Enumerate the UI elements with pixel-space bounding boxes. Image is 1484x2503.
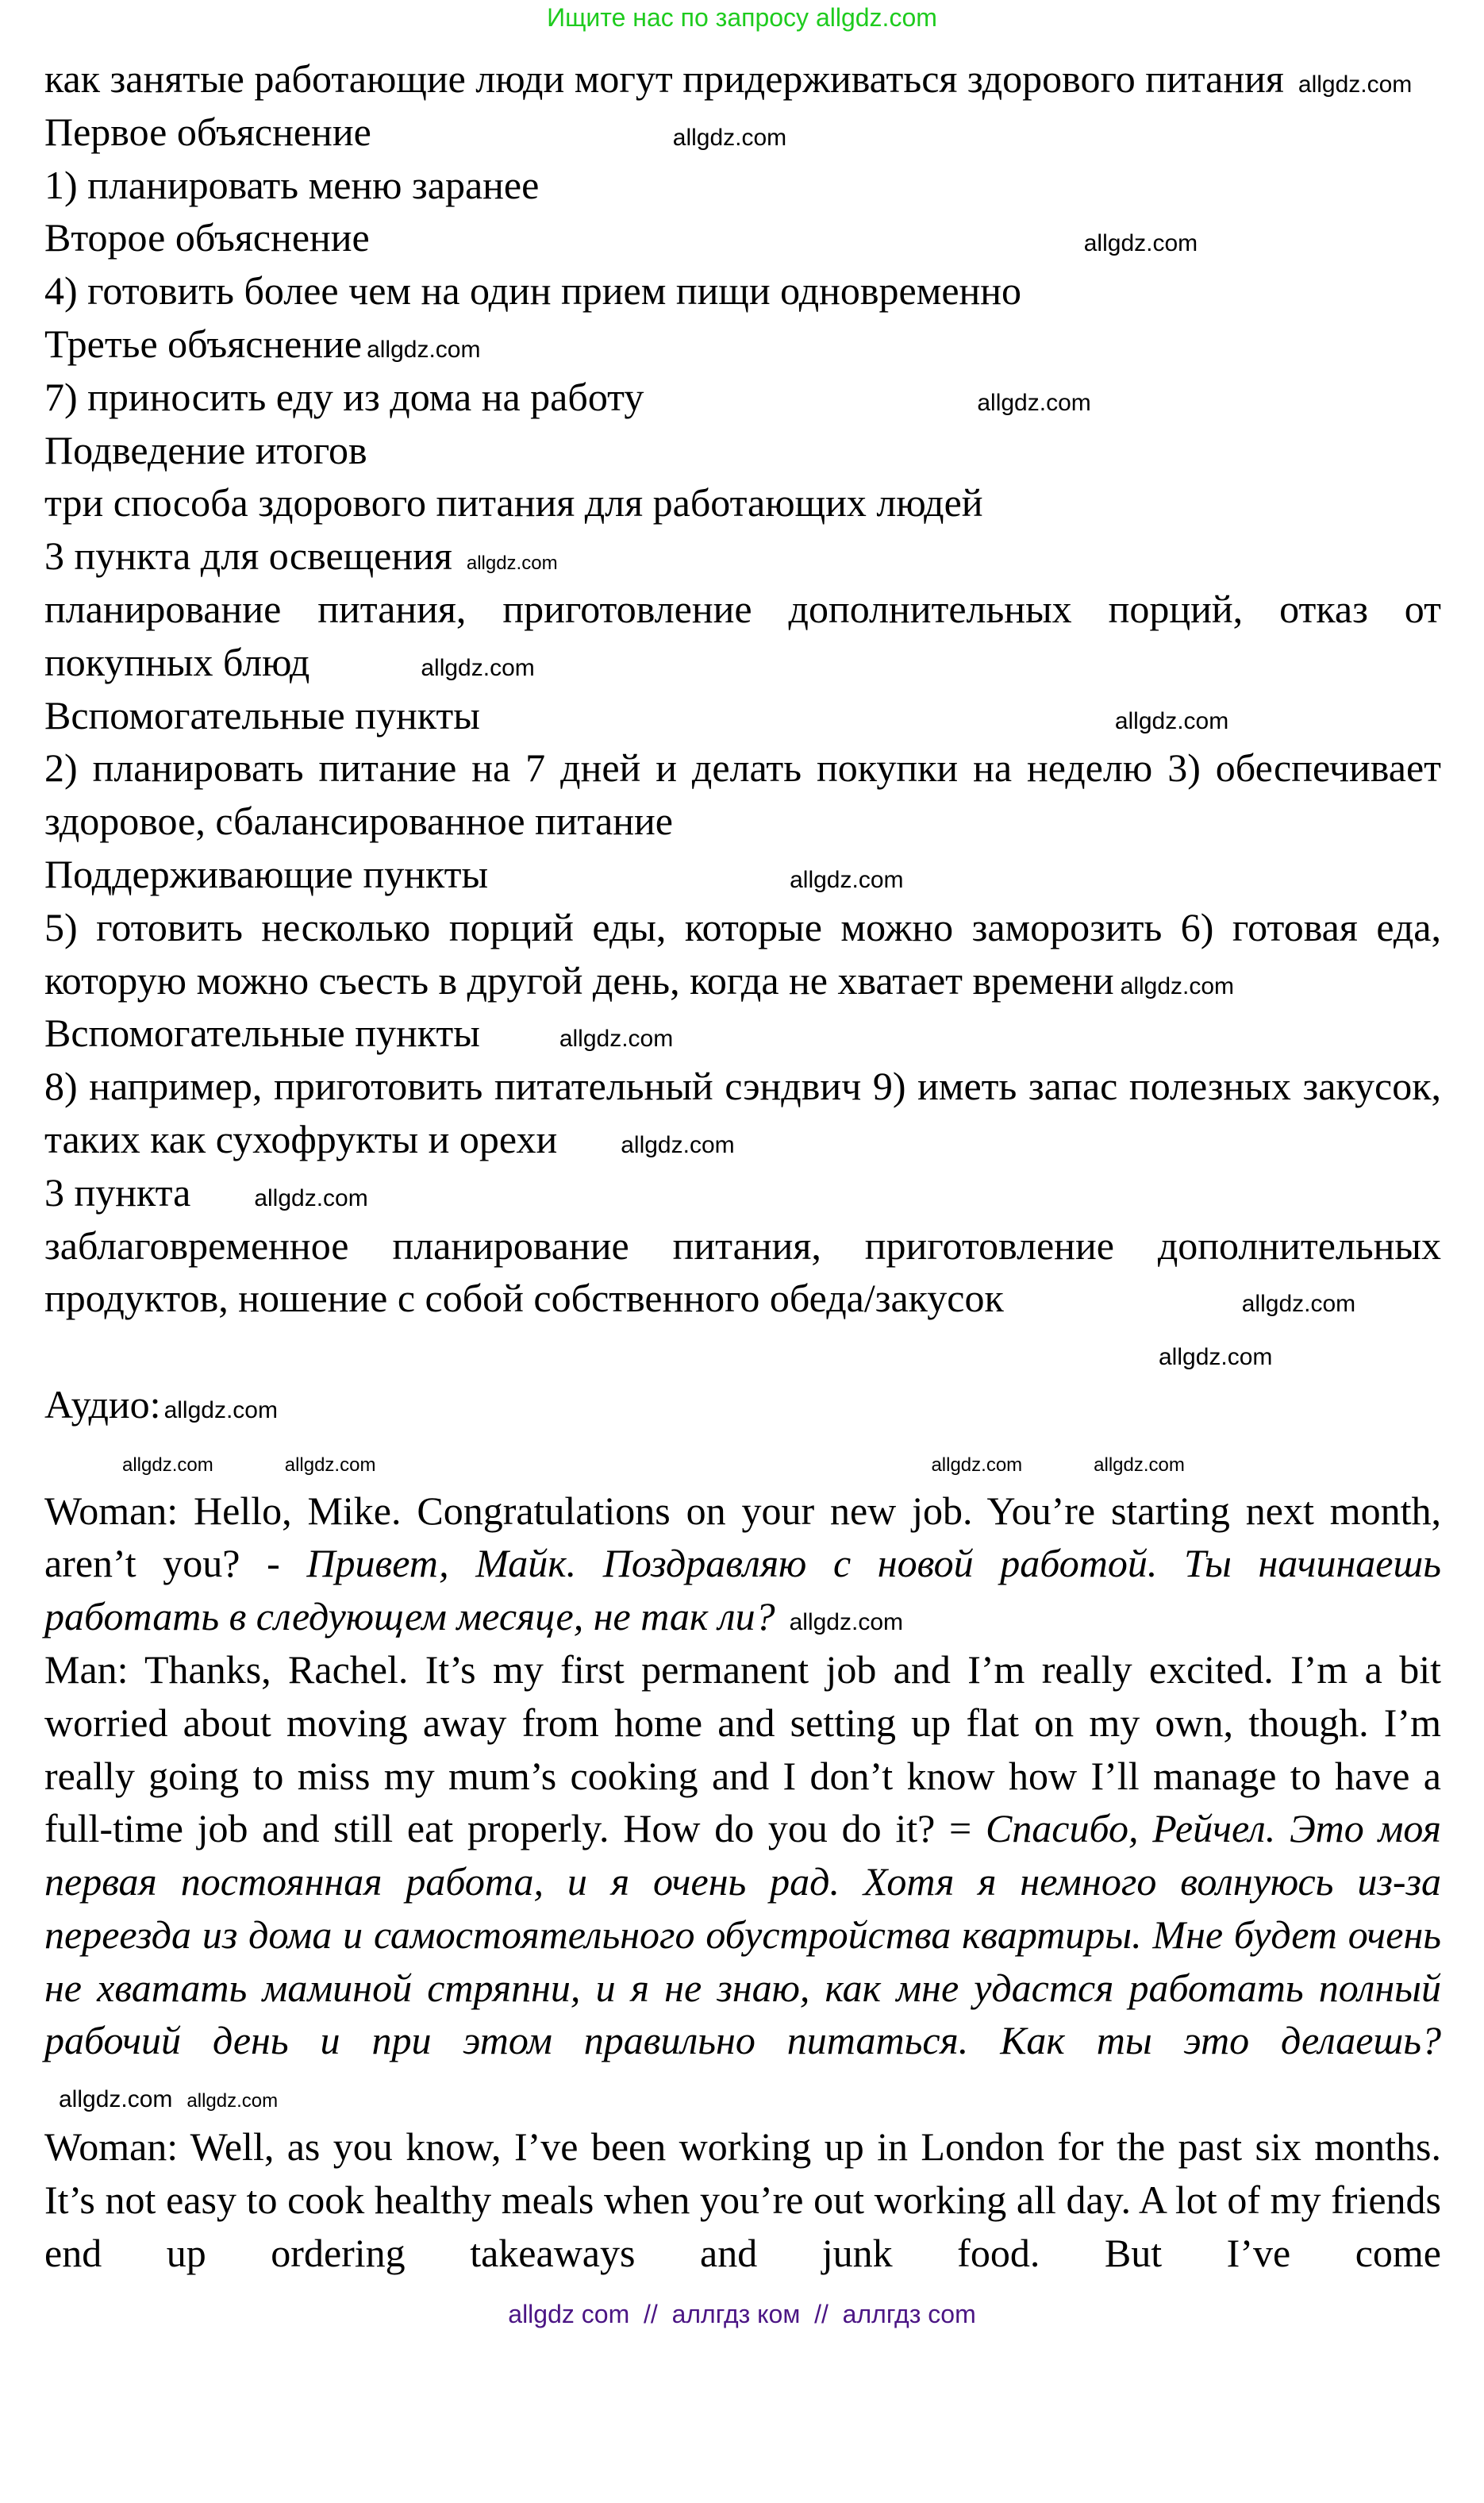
watermark: allgdz.com (790, 866, 904, 893)
audio-line (44, 1378, 1441, 1431)
outline-line (44, 159, 1441, 212)
outline-line (44, 211, 1441, 264)
outline-line (44, 52, 1441, 106)
spacer (44, 1325, 1441, 1378)
watermark: allgdz.com (672, 124, 787, 151)
watermark: allgdz.com (1083, 230, 1198, 257)
dialogue-en: Woman: Well, as you know, I’ve been working up in London for the past six months. It’s not easy to cook healthy meals when you’re out working all day. A lot of my friends end up ordering takeaways and junk food. But I’ve come (44, 2124, 1441, 2275)
watermark: allgdz.com (559, 1026, 674, 1053)
outline-line (44, 1219, 1441, 1326)
outline-line (44, 741, 1441, 848)
outline-line (44, 371, 1441, 424)
dialogue-line (44, 2120, 1441, 2279)
outline-text: 7) приносить еду из дома на работу (44, 374, 644, 419)
outline-line (44, 529, 1441, 583)
watermark: allgdz.com (466, 553, 558, 575)
outline-text: Поддерживающие пункты (44, 851, 489, 896)
outline-line (44, 1166, 1441, 1219)
search-banner: Ищите нас по запросу allgdz.com (547, 3, 937, 32)
outline-line (44, 318, 1441, 371)
watermark: allgdz.com (59, 2086, 173, 2113)
outline-text: планирование питания, приготовление дополнительных порций, отказ от покупных блюд (44, 586, 1441, 684)
dialogue-ru: Спасибо, Рейчел. Это моя первая постоянная работа, и я очень рад. Хотя я немного волнуюсь из-за переезда из дома и самостоятельного обустройства квартиры. Мне будет очень не хватать маминой стряпни, и я не знаю, как мне удастся работать полный рабочий день и при этом правильно питаться. Как ты это делаешь? (44, 1806, 1441, 2063)
outline-text: Второе объяснение (44, 215, 370, 260)
outline-text: Третье объяснение (44, 321, 363, 366)
watermark: allgdz.com (284, 1454, 376, 1476)
watermark: allgdz.com (1159, 1344, 1273, 1371)
watermark: allgdz.com (1298, 71, 1413, 98)
outline-line (44, 264, 1441, 318)
dialogue-en: Man: Thanks, Rachel. It’s my first permanent job and I’m really excited. I’m a bit worried about moving away from home and setting up flat on my own, though. I’m really going to miss my mum’s cooking and I don’t know how I’ll manage to have a full-time job and still eat properly. How do you do it? = (44, 1646, 1441, 1851)
outline-text: как занятые работающие люди могут придерживаться здорового питания (44, 56, 1284, 101)
outline-text: заблаговременное планирование питания, приготовление дополнительных продуктов, ношение с собой собственного обеда/закусок (44, 1223, 1441, 1321)
outline-text: 4) готовить более чем на один прием пищи одновременно (44, 268, 1022, 314)
watermark: allgdz.com (931, 1454, 1023, 1476)
watermark: allgdz.com (163, 1396, 278, 1423)
outline-text: Первое объяснение (44, 109, 371, 154)
outline-text: 3 пункта (44, 1169, 191, 1215)
spacer (44, 1431, 1441, 1484)
watermark: allgdz.com (621, 1131, 735, 1158)
outline-line (44, 689, 1441, 742)
outline-text: три способа здорового питания для работающих людей (44, 480, 983, 526)
outline-text: 3 пункта для освещения (44, 533, 452, 579)
watermark: allgdz.com (254, 1184, 368, 1211)
dialogue-line (44, 1484, 1441, 1643)
outline-line (44, 583, 1441, 689)
watermark: allgdz.com (977, 389, 1091, 416)
outline-text: 2) планировать питание на 7 дней и делать покупки на неделю 3) обеспечивает здоровое, сбалансированное питание (44, 745, 1441, 844)
outline-text: 8) например, приготовить питательный сэндвич 9) иметь запас полезных закусок, таких как сухофрукты и орехи (44, 1064, 1441, 1161)
outline-line (44, 1060, 1441, 1166)
outline-text: 5) готовить несколько порций еды, которые можно заморозить 6) готовая еда, которую можно съесть в другой день, когда не хватает времени (44, 904, 1441, 1003)
outline-line (44, 476, 1441, 529)
watermark: allgdz.com (186, 2090, 279, 2112)
footer-links: allgdz com // аллгдз ком // аллгдз com (508, 2300, 976, 2329)
dialogue-en: Woman: Hello, Mike. Congratulations on your new job. You’re starting next month, aren’t you? - (44, 1488, 1441, 1586)
outline-line (44, 848, 1441, 901)
watermark: allgdz.com (421, 654, 535, 681)
watermark: allgdz.com (122, 1454, 213, 1476)
outline-text: Подведение итогов (44, 427, 367, 472)
outline-line (44, 901, 1441, 1007)
outline-line (44, 1007, 1441, 1060)
watermark: allgdz.com (1114, 707, 1229, 734)
dialogue-line (44, 1643, 1441, 2120)
watermark: allgdz.com (1120, 972, 1235, 999)
outline-line (44, 106, 1441, 159)
watermark: allgdz.com (1241, 1291, 1356, 1318)
outline-text: Вспомогательные пункты (44, 692, 480, 737)
outline-line (44, 424, 1441, 477)
watermark: allgdz.com (367, 336, 481, 363)
watermark: allgdz.com (789, 1609, 904, 1636)
dialogue-ru: Привет, Майк. Поздравляю с новой работой. Ты начинаешь работать в следующем месяце, не так ли? (44, 1541, 1441, 1639)
outline-text: Вспомогательные пункты (44, 1011, 480, 1056)
outline-text: 1) планировать меню заранее (44, 162, 540, 207)
audio-heading: Аудио: (44, 1381, 161, 1427)
watermark: allgdz.com (1094, 1454, 1185, 1476)
